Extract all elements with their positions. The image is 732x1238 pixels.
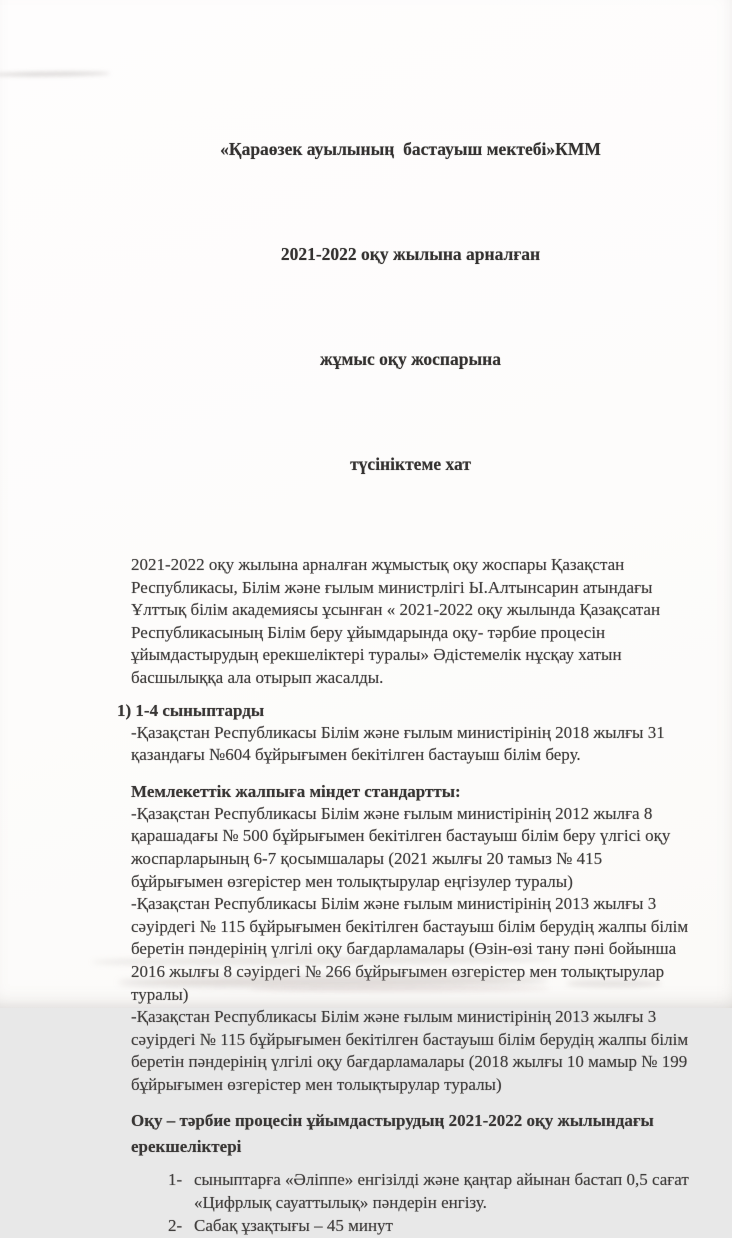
heading-features-2021-2022: Оқу – тәрбие процесін ұйымдастырудың 2021-2022 оқу жылындағы ерекшеліктері <box>131 1111 654 1157</box>
paragraph-intro: 2021-2022 оқу жылына арналған жұмыстық оқу жоспары Қазақстан Республикасы, Білім және ғылым министрлігі Ы.Алтынсарин атындағы Ұлттық білім академиясы ұсынған « 2021-2022 оқу жылында Қазақсатан Республикасының Білім беру ұйымдарында оқу- тәрбие процесін ұйымдастырудың ерекшеліктері туралы» Әдістемелік нұсқау хатын басшылыққа ала отырып жасалды. <box>131 555 661 687</box>
paragraph-order-604: -Қазақстан Республикасы Білім және ғылым министірінің 2018 жылғы 31 қазандағы №604 бұйрығымен бекітілген бастауыш білім беру. <box>131 722 665 765</box>
list-item <box>168 1169 690 1215</box>
paragraph-order-115-2016: -Қазақстан Республикасы Білім және ғылым министірінің 2013 жылғы 3 сәуірдегі № 115 бұйрығымен бекітілген бастауыш білім берудің жалпы білім беретін пәндерінің үлгілі оқу бағдарламалары (Өзін-өзі тану пәні бойынша 2016 жылғы 8 сәуірдегі № 266 бұйрығымен өзгерістер мен толықтырулар туралы) <box>131 894 689 1004</box>
document-content <box>117 62 690 1238</box>
title-line-school: «Қараөзек ауылының бастауыш мектебі»КММ <box>220 139 601 159</box>
features-list <box>168 1169 690 1237</box>
heading-state-standard: Мемлекеттік жалпыға міндет стандартты: <box>131 781 461 801</box>
title-line-plan: жұмыс оқу жоспарына <box>320 349 501 369</box>
title-line-letter: түсініктеме хат <box>350 454 471 474</box>
paragraph-order-500: -Қазақстан Республикасы Білім және ғылым министірінің 2012 жылға 8 қарашадағы № 500 бұйрығымен бекітілген бастауыш білім беру үлгісі оқу жоспарларының 6-7 қосымшалары (2021 жылғы 20 тамыз № 415 бұйрығымен өзгерістер мен толықтырулар еңгізулер туралы) <box>131 803 671 891</box>
title-line-year: 2021-2022 оқу жылына арналған <box>280 244 541 264</box>
list-item-marker: 1- <box>168 1170 183 1190</box>
scan-artifact-streak <box>0 71 110 76</box>
list-item-marker: 2- <box>168 1216 183 1236</box>
list-item-text: Сабақ ұзақтығы – 45 минут <box>194 1216 393 1236</box>
heading-grades-1-4: 1) 1-4 сыныптарды <box>117 700 265 720</box>
paragraph-order-115-2018: -Қазақстан Республикасы Білім және ғылым министірінің 2013 жылғы 3 сәуірдегі № 115 бұйрығымен бекітілген бастауыш білім берудің жалпы білім беретін пәндерінің үлгілі оқу бағдарламалары (2018 жылғы 10 мамыр № 199 бұйрығымен өзгерістер мен толықтырулар туралы) <box>131 1007 689 1094</box>
list-item <box>168 1215 690 1238</box>
document-title <box>131 62 690 552</box>
list-item-text: сыныптарға «Әліппе» енгізілді және қаңтар айынан бастап 0,5 сағат «Цифрлық сауаттылық» пәндерін енгізу. <box>194 1170 689 1213</box>
